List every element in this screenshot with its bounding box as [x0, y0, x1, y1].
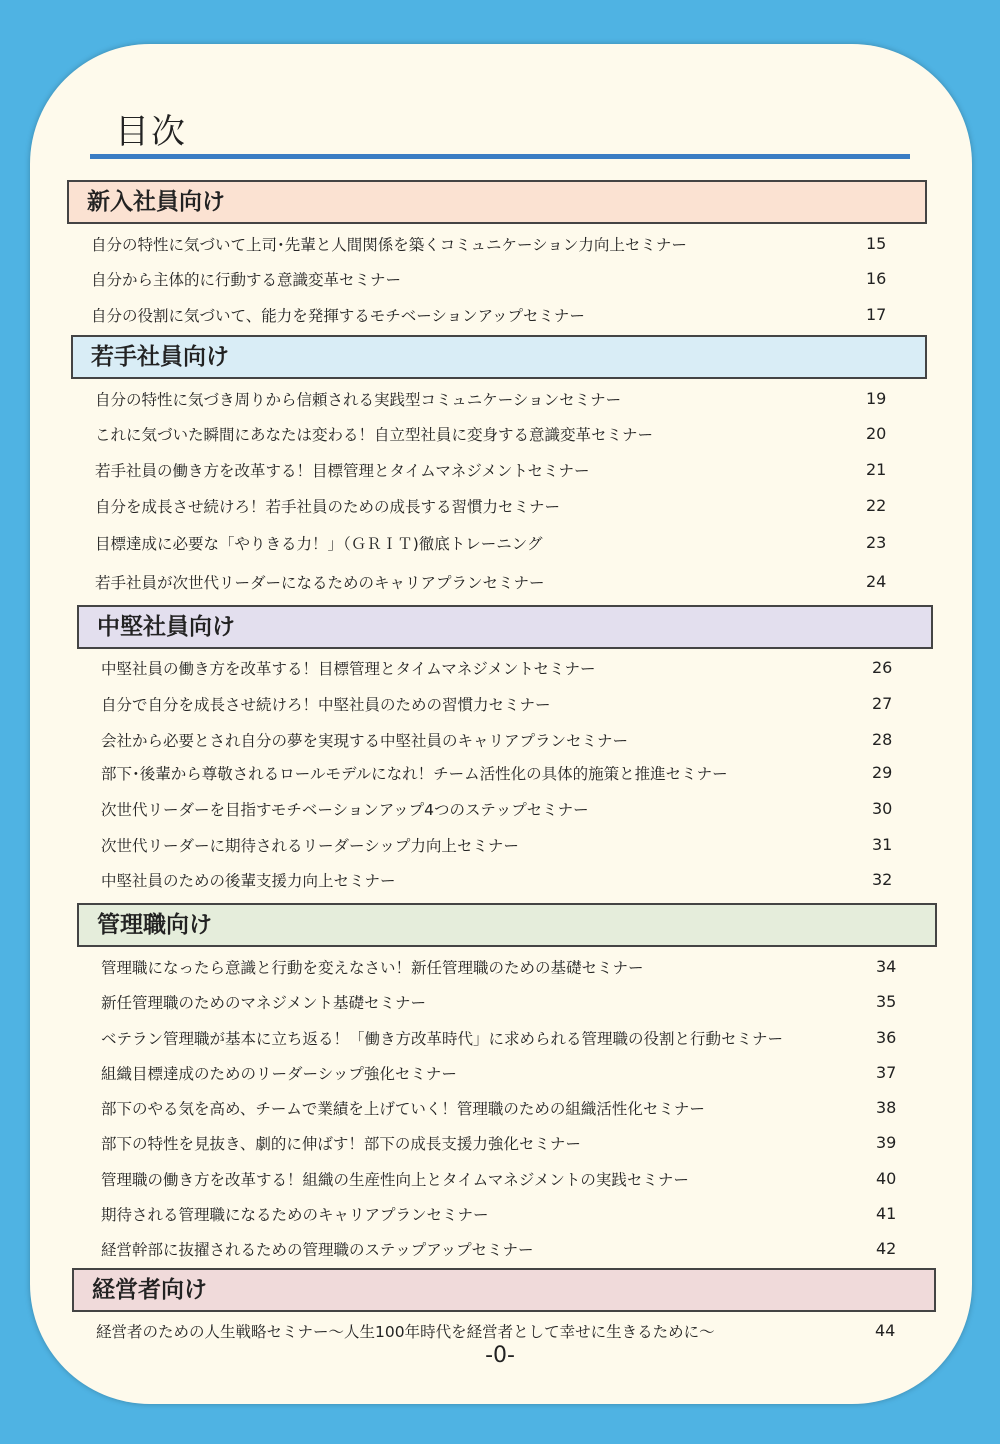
toc-page-number: 15 [866, 234, 887, 253]
toc-page-number: 22 [866, 496, 887, 515]
toc-entry: 新任管理職のためのマネジメント基礎セミナー [101, 994, 427, 1012]
toc-entry: 管理職になったら意識と行動を変えなさい！新任管理職のための基礎セミナー [101, 959, 644, 977]
toc-entry: 会社から必要とされ自分の夢を実現する中堅社員のキャリアプランセミナー [101, 732, 629, 750]
toc-page-number: 26 [872, 658, 893, 677]
toc-page-number: 19 [866, 389, 887, 408]
toc-entry: 目標達成に必要な「やりきる力！」（ＧＲＩＴ)徹底トレーニング [95, 535, 543, 553]
toc-page-number: 31 [872, 835, 893, 854]
section-header: 経営者向け [72, 1268, 936, 1312]
toc-page-number: 28 [872, 730, 893, 749]
toc-page-number: 24 [866, 572, 887, 591]
toc-page-number: 32 [872, 870, 893, 889]
toc-page-number: 23 [866, 533, 887, 552]
toc-page-number: 29 [872, 763, 893, 782]
toc-entry: 自分から主体的に行動する意識変革セミナー [91, 271, 402, 289]
toc-page-number: 37 [876, 1063, 897, 1082]
toc-entry: 中堅社員の働き方を改革する！目標管理とタイムマネジメントセミナー [101, 660, 596, 678]
toc-entry: 自分の役割に気づいて、能力を発揮するモチベーションアップセミナー [91, 307, 585, 325]
toc-page-number: 35 [876, 992, 897, 1011]
toc-entry: 次世代リーダーに期待されるリーダーシップ力向上セミナー [101, 837, 519, 855]
section-header: 管理職向け [77, 903, 937, 947]
toc-entry: 自分の特性に気づいて上司･先輩と人間関係を築くコミュニケーション力向上セミナー [91, 236, 687, 254]
toc-page-number: 44 [875, 1321, 896, 1340]
page-title: 目次 [115, 112, 187, 152]
title-underline [90, 154, 910, 159]
toc-page-number: 39 [876, 1133, 897, 1152]
toc-page-number: 17 [866, 305, 887, 324]
toc-entry: ベテラン管理職が基本に立ち返る！「働き方改革時代」に求められる管理職の役割と行動セミナー [101, 1030, 784, 1048]
section-header: 中堅社員向け [77, 605, 933, 649]
toc-page-number: 42 [876, 1239, 897, 1258]
toc-page-number: 38 [876, 1098, 897, 1117]
toc-page-number: 27 [872, 694, 893, 713]
toc-entry: 自分で自分を成長させ続けろ！中堅社員のための習慣力セミナー [101, 696, 551, 714]
toc-entry: 組織目標達成のためのリーダーシップ強化セミナー [101, 1065, 457, 1083]
toc-page-number: 30 [872, 799, 893, 818]
toc-entry: 中堅社員のための後輩支援力向上セミナー [101, 872, 396, 890]
toc-entry: 期待される管理職になるためのキャリアプランセミナー [101, 1206, 489, 1224]
toc-page-number: 40 [876, 1169, 897, 1188]
toc-page-number: 20 [866, 424, 887, 443]
toc-entry: 部下･後輩から尊敬されるロールモデルになれ！チーム活性化の具体的施策と推進セミナー [101, 765, 728, 783]
toc-page-number: 21 [866, 460, 887, 479]
toc-entry: 経営者のための人生戦略セミナー～人生100年時代を経営者として幸せに生きるために～ [96, 1323, 715, 1341]
page-footer: -0- [485, 1343, 515, 1368]
toc-entry: 自分の特性に気づき周りから信頼される実践型コミュニケーションセミナー [95, 391, 622, 409]
toc-entry: 次世代リーダーを目指すモチベーションアップ4つのステップセミナー [101, 801, 589, 819]
toc-entry: 自分を成長させ続けろ！若手社員のための成長する習慣力セミナー [95, 498, 561, 516]
section-header: 新入社員向け [67, 180, 927, 224]
toc-entry: 若手社員の働き方を改革する！目標管理とタイムマネジメントセミナー [95, 462, 590, 480]
toc-page-number: 16 [866, 269, 887, 288]
toc-page-number: 41 [876, 1204, 897, 1223]
toc-entry: 経営幹部に抜擢されるための管理職のステップアップセミナー [101, 1241, 534, 1259]
toc-entry: これに気づいた瞬間にあなたは変わる！自立型社員に変身する意識変革セミナー [95, 426, 654, 444]
toc-entry: 若手社員が次世代リーダーになるためのキャリアプランセミナー [95, 574, 545, 592]
toc-entry: 管理職の働き方を改革する！組織の生産性向上とタイムマネジメントの実践セミナー [101, 1171, 689, 1189]
section-header: 若手社員向け [71, 335, 927, 379]
toc-page-number: 36 [876, 1028, 897, 1047]
toc-entry: 部下のやる気を高め、チームで業績を上げていく！管理職のための組織活性化セミナー [101, 1100, 705, 1118]
toc-entry: 部下の特性を見抜き、劇的に伸ばす！部下の成長支援力強化セミナー [101, 1135, 581, 1153]
toc-page-number: 34 [876, 957, 897, 976]
